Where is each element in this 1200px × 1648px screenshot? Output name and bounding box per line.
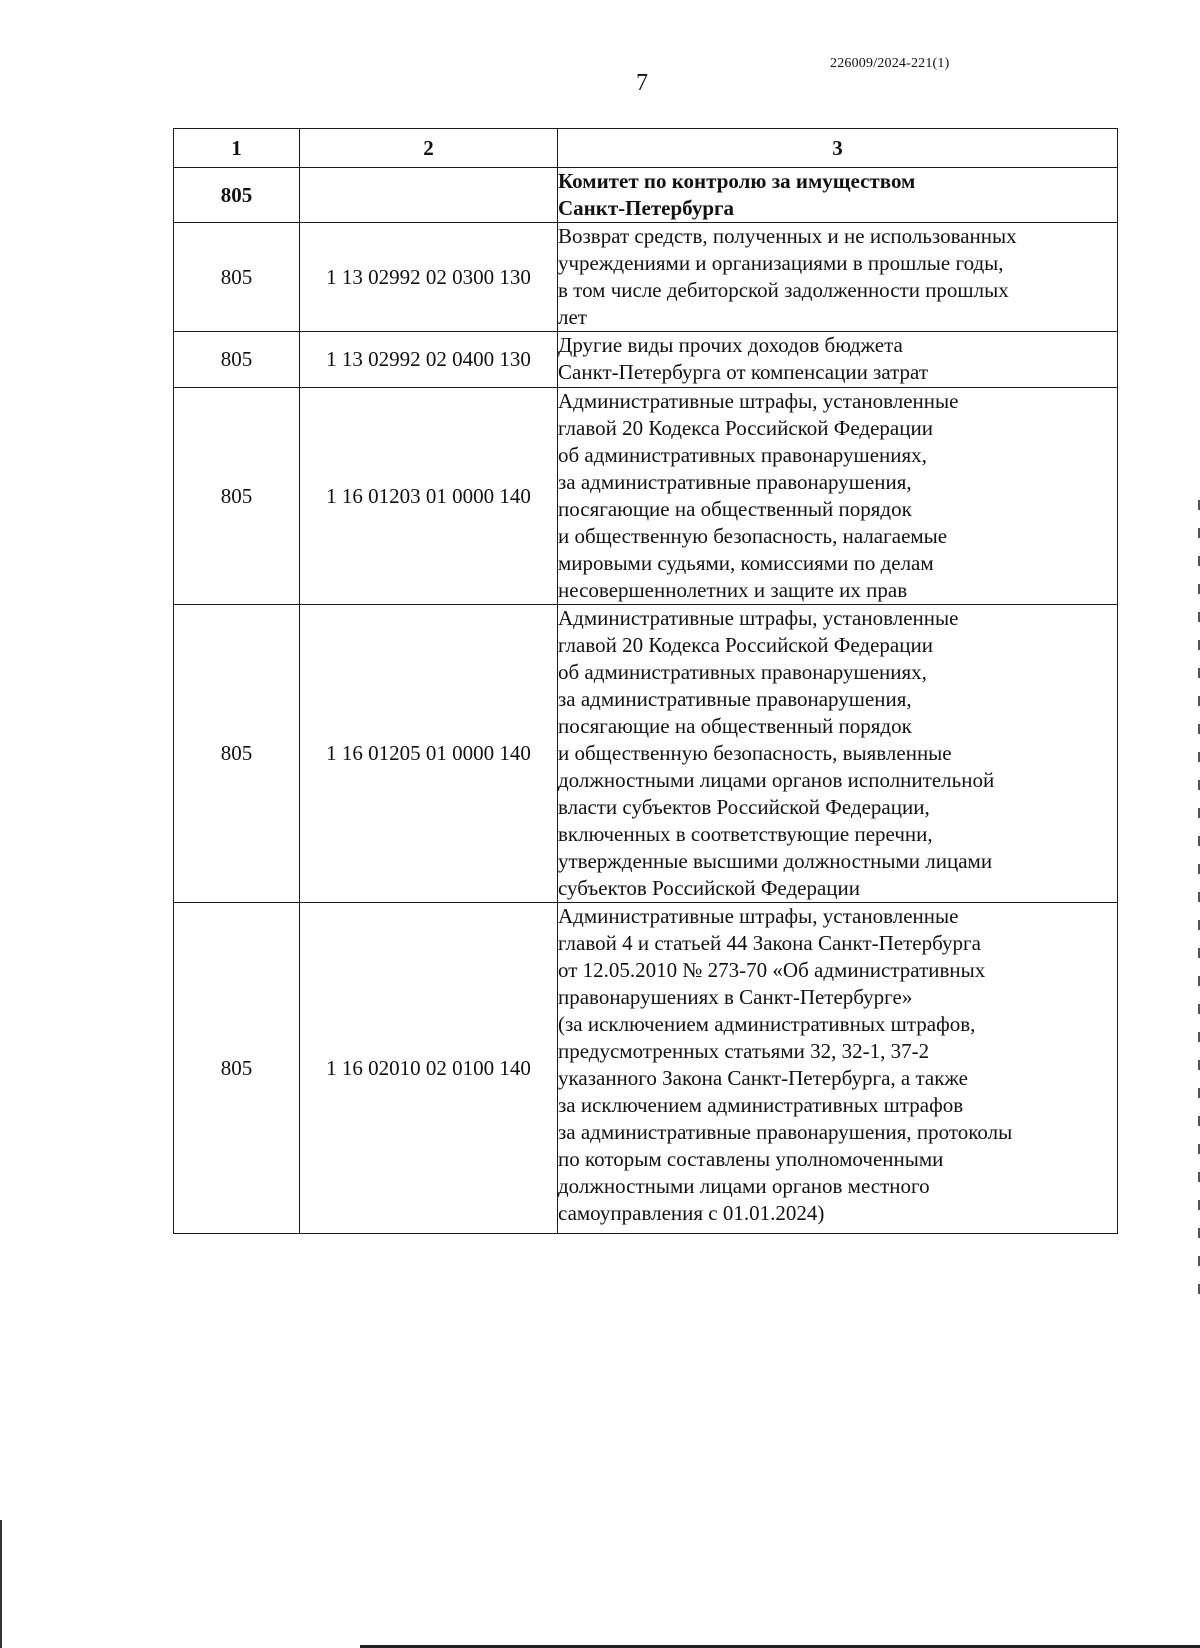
table-row <box>174 605 1118 903</box>
admin-code-cell: 805 <box>174 332 300 388</box>
income-name-cell: Комитет по контролю за имуществом Санкт-Петербурга <box>558 168 1118 223</box>
income-name-cell: Административные штрафы, установленные главой 20 Кодекса Российской Федерации об административных правонарушениях, за административные правонарушения, посягающие на общественный порядок и общественную безопасность, налагаемые мировыми судьями, комиссиями по делам несовершеннолетних и защите их прав <box>558 388 1118 605</box>
column-header-2: 2 <box>300 129 558 168</box>
budget-code-cell: 1 13 02992 02 0400 130 <box>300 332 558 388</box>
admin-code-cell: 805 <box>174 168 300 223</box>
budget-codes-table <box>173 128 1118 1234</box>
table-row <box>174 168 1118 223</box>
budget-code-cell: 1 13 02992 02 0300 130 <box>300 223 558 332</box>
income-name-cell: Возврат средств, полученных и не использованных учреждениями и организациями в прошлые годы, в том числе дебиторской задолженности прошлых лет <box>558 223 1118 332</box>
document-registration-number: 226009/2024-221(1) <box>830 56 950 71</box>
table-row <box>174 223 1118 332</box>
scan-edge-left <box>0 1520 2 1648</box>
budget-code-cell: 1 16 01203 01 0000 140 <box>300 388 558 605</box>
page-number: 7 <box>636 70 648 96</box>
income-name-cell: Другие виды прочих доходов бюджета Санкт-Петербурга от компенсации затрат <box>558 332 1118 388</box>
budget-code-cell: 1 16 02010 02 0100 140 <box>300 903 558 1234</box>
table-row <box>174 903 1118 1234</box>
table-header-row <box>174 129 1118 168</box>
table-row <box>174 332 1118 388</box>
budget-code-cell: 1 16 01205 01 0000 140 <box>300 605 558 903</box>
admin-code-cell: 805 <box>174 223 300 332</box>
admin-code-cell: 805 <box>174 903 300 1234</box>
income-name-cell: Административные штрафы, установленные главой 4 и статьей 44 Закона Санкт-Петербурга от 12.05.2010 № 273-70 «Об административных правонарушениях в Санкт-Петербурге» (за исключением административных штрафов, предусмотренных статьями 32, 32-1, 37-2 указанного Закона Санкт-Петербурга, а также за исключением административных штрафов за административные правонарушения, протоколы по которым составлены уполномоченными должностными лицами органов местного самоуправления с 01.01.2024) <box>558 903 1118 1234</box>
admin-code-cell: 805 <box>174 605 300 903</box>
column-header-3: 3 <box>558 129 1118 168</box>
budget-code-cell <box>300 168 558 223</box>
admin-code-cell: 805 <box>174 388 300 605</box>
table-row <box>174 388 1118 605</box>
income-name-cell: Административные штрафы, установленные главой 20 Кодекса Российской Федерации об административных правонарушениях, за административные правонарушения, посягающие на общественный порядок и общественную безопасность, выявленные должностными лицами органов исполнительной власти субъектов Российской Федерации, включенных в соответствующие перечни, утвержденные высшими должностными лицами субъектов Российской Федерации <box>558 605 1118 903</box>
column-header-1: 1 <box>174 129 300 168</box>
